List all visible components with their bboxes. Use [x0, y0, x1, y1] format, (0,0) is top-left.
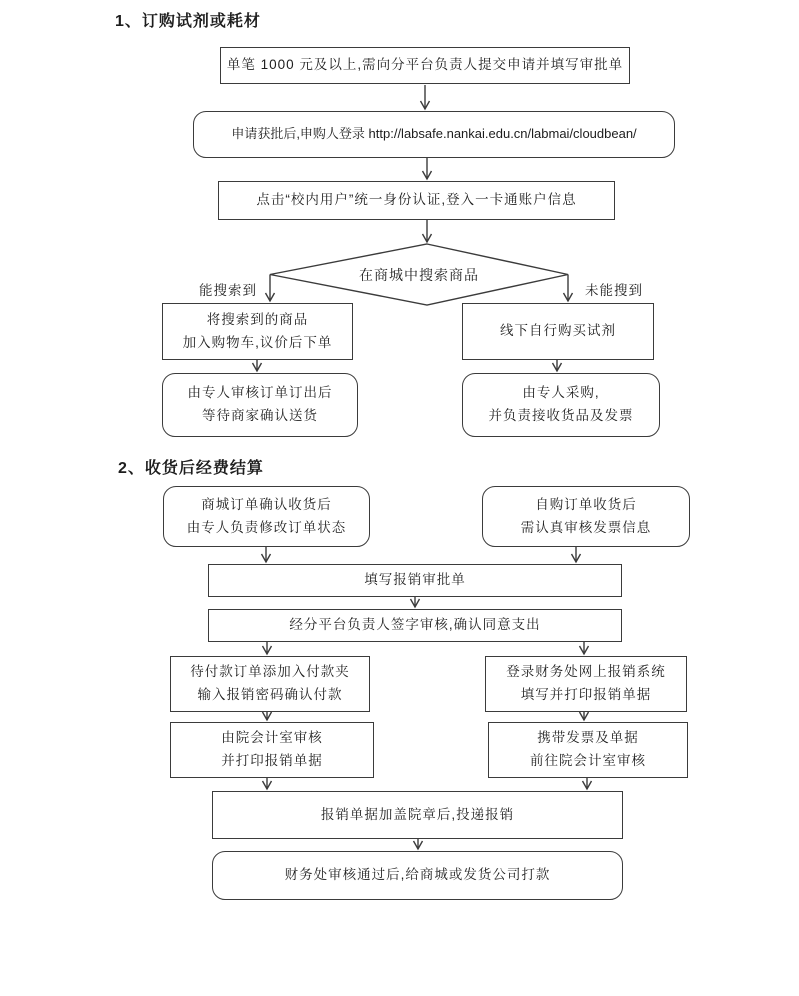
node-line: 由专人负责修改订单状态 [186, 519, 347, 535]
node-line: 由专人采购, [522, 385, 600, 401]
node-line: 携带发票及单据 [537, 730, 639, 746]
flow-node-self-receipt [482, 486, 690, 547]
arrow-down [423, 220, 432, 242]
node-text: 单笔 1000 元及以上,需向分平台负责人提交申请并填写审批单 [226, 57, 624, 73]
node-line: 将搜索到的商品 [206, 311, 309, 327]
arrow-down [580, 712, 589, 720]
arrow-down [580, 642, 589, 654]
flow-node-bring-invoice [488, 722, 688, 778]
branch-label-found: 能搜索到 [199, 283, 257, 298]
flow-node-accountant-review [170, 722, 374, 778]
flow-node-threshold [220, 47, 630, 84]
flow-node-online-system [485, 656, 687, 712]
arrow-down [572, 547, 581, 562]
flow-node-search-decision [280, 258, 558, 292]
arrow-down [564, 275, 573, 302]
node-line: 并负责接收货品及发票 [488, 408, 634, 423]
flow-node-offline-purchase [462, 303, 654, 360]
arrow-down [414, 839, 423, 849]
node-line: 由专人审核订单订出后 [187, 385, 333, 401]
flow-node-stamp-submit [212, 791, 623, 839]
node-text: 在商城中搜索商品 [359, 267, 479, 283]
flow-node-login-url [193, 111, 675, 158]
node-line: 待付款订单添加入付款夹 [190, 664, 350, 680]
flow-node-payment-folder [170, 656, 370, 712]
flow-node-staff-purchase [462, 373, 660, 437]
node-text: 经分平台负责人签字审核,确认同意支出 [289, 617, 541, 633]
flow-node-order-review [162, 373, 358, 437]
arrow-down [263, 778, 272, 789]
node-line: 并打印报销单据 [221, 753, 323, 768]
arrow-down [553, 360, 562, 371]
arrow-down [423, 158, 432, 179]
node-text: 填写报销审批单 [364, 572, 466, 588]
section1-title: 1、订购试剂或耗材 [115, 13, 261, 30]
arrow-down [263, 712, 272, 720]
arrow-down [266, 275, 275, 302]
node-line: 需认真审核发票信息 [520, 519, 652, 535]
node-line: 前往院会计室审核 [530, 753, 646, 768]
node-line: 输入报销密码确认付款 [197, 687, 343, 702]
node-line: 登录财务处网上报销系统 [506, 664, 666, 680]
node-line: 商城订单确认收货后 [201, 496, 332, 512]
node-line: 加入购物车,议价后下单 [182, 334, 333, 350]
arrow-down [262, 547, 271, 562]
node-text: 财务处审核通过后,给商城或发货公司打款 [284, 867, 551, 883]
node-text: 申请获批后,申购人登录 http://labsafe.nankai.edu.cn/labmai/cloudbean/ [231, 126, 637, 142]
node-text: 线下自行购买试剂 [500, 323, 616, 339]
flow-node-final-payment [212, 851, 623, 900]
flow-node-fill-form [208, 564, 622, 597]
arrow-down [263, 642, 272, 654]
node-line: 由院会计室审核 [221, 730, 323, 746]
arrow-down [583, 778, 592, 789]
section2-title: 2、收货后经费结算 [118, 460, 264, 477]
flow-node-mall-receipt [163, 486, 370, 547]
flow-node-leader-sign [208, 609, 622, 642]
node-text: 报销单据加盖院章后,投递报销 [320, 806, 515, 822]
arrow-down [253, 360, 262, 371]
node-line: 等待商家确认送货 [202, 408, 318, 423]
flow-node-add-to-cart [162, 303, 353, 360]
arrow-down [421, 85, 430, 109]
node-line: 自购订单收货后 [535, 496, 637, 512]
branch-label-not-found: 未能搜到 [585, 283, 643, 298]
arrow-down [411, 597, 420, 607]
node-text: 点击“校内用户”统一身份认证,登入一卡通账户信息 [256, 192, 577, 208]
flow-node-campus-auth [218, 181, 615, 220]
node-line: 填写并打印报销单据 [520, 687, 652, 702]
